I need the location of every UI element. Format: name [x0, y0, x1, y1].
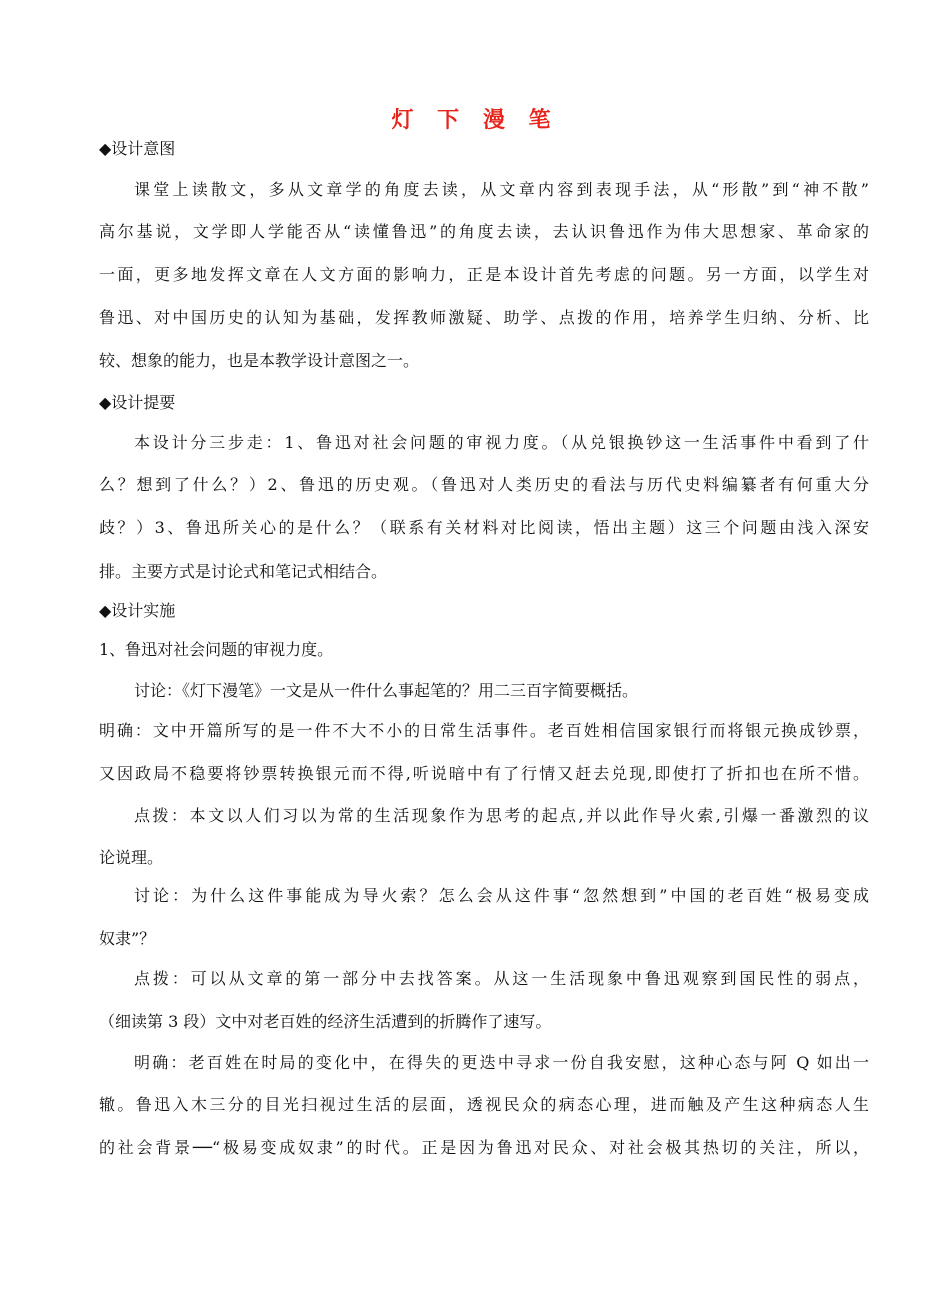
section-heading-design-intent: ◆设计意图 — [99, 139, 176, 158]
paragraph-line: 论说理。 — [99, 848, 164, 867]
subsection-heading: 1、鲁迅对社会问题的审视力度。 — [99, 640, 334, 659]
paragraph-line: 讨论：《灯下漫笔》一文是从一件什么事起笔的？用二三百字简要概括。 — [134, 681, 639, 700]
paragraph-line: 排。主要方式是讨论式和笔记式相结合。 — [99, 562, 388, 581]
paragraph-line: 的社会背景──“极易变成奴隶”的时代。正是因为鲁迅对民众、对社会极其热切的关注，所以， — [99, 1138, 869, 1157]
paragraph-line: 鲁迅、对中国历史的认知为基础，发挥教师激疑、助学、点拨的作用，培养学生归纳、分析、比 — [99, 308, 869, 327]
paragraph-line: 奴隶”？ — [99, 929, 156, 948]
paragraph-line: 歧？）3、鲁迅所关心的是什么？（联系有关材料对比阅读，悟出主题）这三个问题由浅入深安 — [99, 518, 869, 537]
section-heading-design-summary: ◆设计提要 — [99, 393, 176, 412]
paragraph-line: 高尔基说，文学即人学能否从“读懂鲁迅”的角度去读，去认识鲁迅作为伟大思想家、革命家的 — [99, 222, 869, 241]
paragraph-line: 点拨：本文以人们习以为常的生活现象作为思考的起点,并以此作导火索,引爆一番激烈的议 — [134, 806, 869, 825]
document-title: 灯 下 漫 笔 — [391, 108, 559, 133]
paragraph-line: 明确：老百姓在时局的变化中，在得失的更迭中寻求一份自我安慰，这种心态与阿 Q 如出一 — [134, 1053, 869, 1072]
paragraph-line: 辙。鲁迅入木三分的目光扫视过生活的层面，透视民众的病态心理，进而触及产生这种病态人生 — [99, 1095, 869, 1114]
paragraph-line: 又因政局不稳要将钞票转换银元而不得,听说暗中有了行情又赶去兑现,即使打了折扣也在所不惜。 — [99, 764, 869, 783]
paragraph-line: 较、想象的能力，也是本教学设计意图之一。 — [99, 351, 420, 370]
paragraph-line: 点拨：可以从文章的第一部分中去找答案。从这一生活现象中鲁迅观察到国民性的弱点， — [134, 969, 869, 988]
paragraph-line: （细读第 3 段）文中对老百姓的经济生活遭到的折腾作了速写。 — [99, 1012, 552, 1031]
paragraph-line: 明确：文中开篇所写的是一件不大不小的日常生活事件。老百姓相信国家银行而将银元换成钞票， — [99, 721, 869, 740]
paragraph-line: 课堂上读散文，多从文章学的角度去读，从文章内容到表现手法，从“形散”到“神不散” — [134, 180, 869, 199]
paragraph-line: 讨论：为什么这件事能成为导火索？怎么会从这件事“忽然想到”中国的老百姓“极易变成 — [134, 886, 869, 905]
paragraph-line: 本设计分三步走：1、鲁迅对社会问题的审视力度。（从兑银换钞这一生活事件中看到了什 — [134, 433, 869, 452]
section-heading-design-implementation: ◆设计实施 — [99, 601, 176, 620]
paragraph-line: 一面，更多地发挥文章在人文方面的影响力，正是本设计首先考虑的问题。另一方面，以学生对 — [99, 265, 869, 284]
paragraph-line: 么？想到了什么？）2、鲁迅的历史观。（鲁迅对人类历史的看法与历代史料编纂者有何重大分 — [99, 475, 869, 494]
